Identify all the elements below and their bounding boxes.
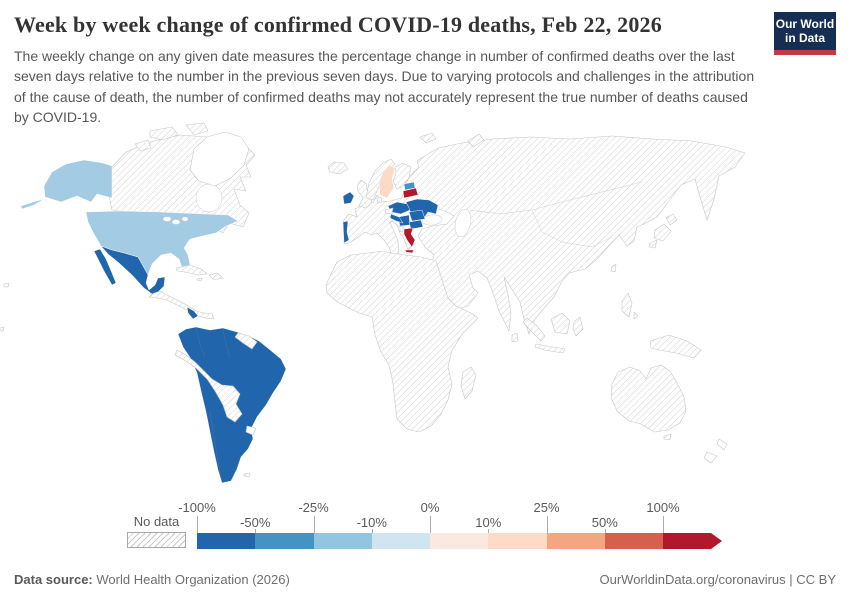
chart-subtitle: The weekly change on any given date measures the percentage change in number of confirmed deaths over the last seven days relative to the number in the previous seven days. Due to varying protocols and challenges in the attribution of the cause of death, the number of confirmed deaths may not accurately represent the true number of deaths caused by COVID-19. (14, 48, 755, 125)
legend-segment[interactable] (605, 533, 663, 549)
country-hispaniola[interactable] (209, 273, 223, 280)
legend-segment[interactable] (314, 533, 372, 549)
legend-segment[interactable] (372, 533, 430, 549)
legend-tick-label: -10% (356, 515, 387, 530)
map-legend (0, 500, 850, 552)
data-source-value: World Health Organization (2026) (96, 572, 290, 587)
legend-tick-label: -100% (178, 500, 216, 515)
region-central-america[interactable] (149, 291, 214, 319)
country-sulawesi[interactable] (573, 317, 583, 336)
country-japan-honshu[interactable] (654, 224, 671, 241)
legend-tick-label: -50% (240, 515, 271, 530)
country-usa-aleutians[interactable] (21, 199, 44, 209)
legend-tick-mark (547, 516, 548, 533)
country-new-zealand-south[interactable] (704, 452, 717, 463)
legend-color-scale (178, 500, 737, 549)
country-tasmania[interactable] (664, 434, 671, 440)
country-ireland[interactable] (343, 192, 354, 204)
country-japan-kyushu[interactable] (649, 240, 657, 248)
owid-logo[interactable] (774, 12, 836, 55)
legend-no-data[interactable] (127, 514, 186, 548)
no-data-label: No data (133, 514, 180, 529)
country-philippines[interactable] (622, 293, 632, 317)
country-australia[interactable] (611, 365, 686, 432)
country-new-zealand-north[interactable] (717, 439, 727, 450)
country-taiwan[interactable] (611, 264, 616, 272)
legend-tick-label: 10% (475, 515, 502, 530)
country-falklands[interactable] (244, 473, 250, 477)
country-new-guinea[interactable] (650, 335, 701, 358)
legend-tick-label: 50% (591, 515, 618, 530)
country-greece-crete[interactable] (405, 250, 414, 253)
legend-tick-label: 25% (533, 500, 560, 515)
country-philippines-south[interactable] (634, 312, 638, 319)
country-romania[interactable] (409, 210, 425, 221)
world-map (0, 122, 850, 502)
legend-segment[interactable] (197, 533, 255, 549)
country-sri-lanka[interactable] (512, 333, 518, 342)
no-data-swatch (127, 532, 186, 548)
legend-tick-label: 0% (420, 500, 440, 515)
footer-attribution[interactable]: OurWorldinData.org/coronavirus | CC BY (599, 572, 836, 587)
legend-segment[interactable] (547, 533, 605, 549)
country-madagascar[interactable] (461, 367, 476, 399)
great-lake (172, 220, 180, 225)
country-albania[interactable] (400, 226, 403, 232)
chart-footer (14, 572, 836, 587)
country-iceland[interactable] (328, 162, 348, 174)
great-lake (182, 217, 188, 221)
owid-logo-line2: in Data (784, 31, 825, 45)
legend-segment[interactable] (488, 533, 546, 549)
hudson-bay (196, 184, 222, 212)
legend-bar (197, 533, 663, 549)
country-borneo[interactable] (551, 313, 570, 334)
legend-tick-label: -25% (298, 500, 329, 515)
legend-segment[interactable] (255, 533, 313, 549)
country-jamaica[interactable] (197, 278, 202, 281)
country-java[interactable] (535, 344, 565, 353)
pacific-islands (4, 283, 9, 287)
country-arctic-island[interactable] (186, 123, 208, 135)
country-usa-alaska[interactable] (44, 160, 112, 202)
pacific-islands (0, 327, 4, 331)
country-cuba[interactable] (176, 265, 207, 275)
legend-tick-label: 100% (646, 500, 680, 515)
great-lake (163, 217, 171, 222)
legend-arrow-segment[interactable] (663, 533, 711, 549)
country-japan-hokkaido[interactable] (666, 214, 677, 225)
legend-tick-mark (197, 516, 198, 533)
data-source (14, 572, 290, 587)
page-title: Week by week change of confirmed COVID-19 deaths, Feb 22, 2026 (14, 12, 662, 37)
chart-header (14, 12, 836, 127)
country-svalbard[interactable] (420, 133, 436, 143)
legend-arrow-tip (711, 533, 722, 549)
legend-tick-mark (314, 516, 315, 533)
owid-logo-line1: Our World (775, 16, 835, 31)
legend-tick-mark (663, 516, 664, 533)
data-source-label: Data source: (14, 572, 93, 587)
legend-tick-mark (430, 516, 431, 533)
legend-segment[interactable] (430, 533, 488, 549)
